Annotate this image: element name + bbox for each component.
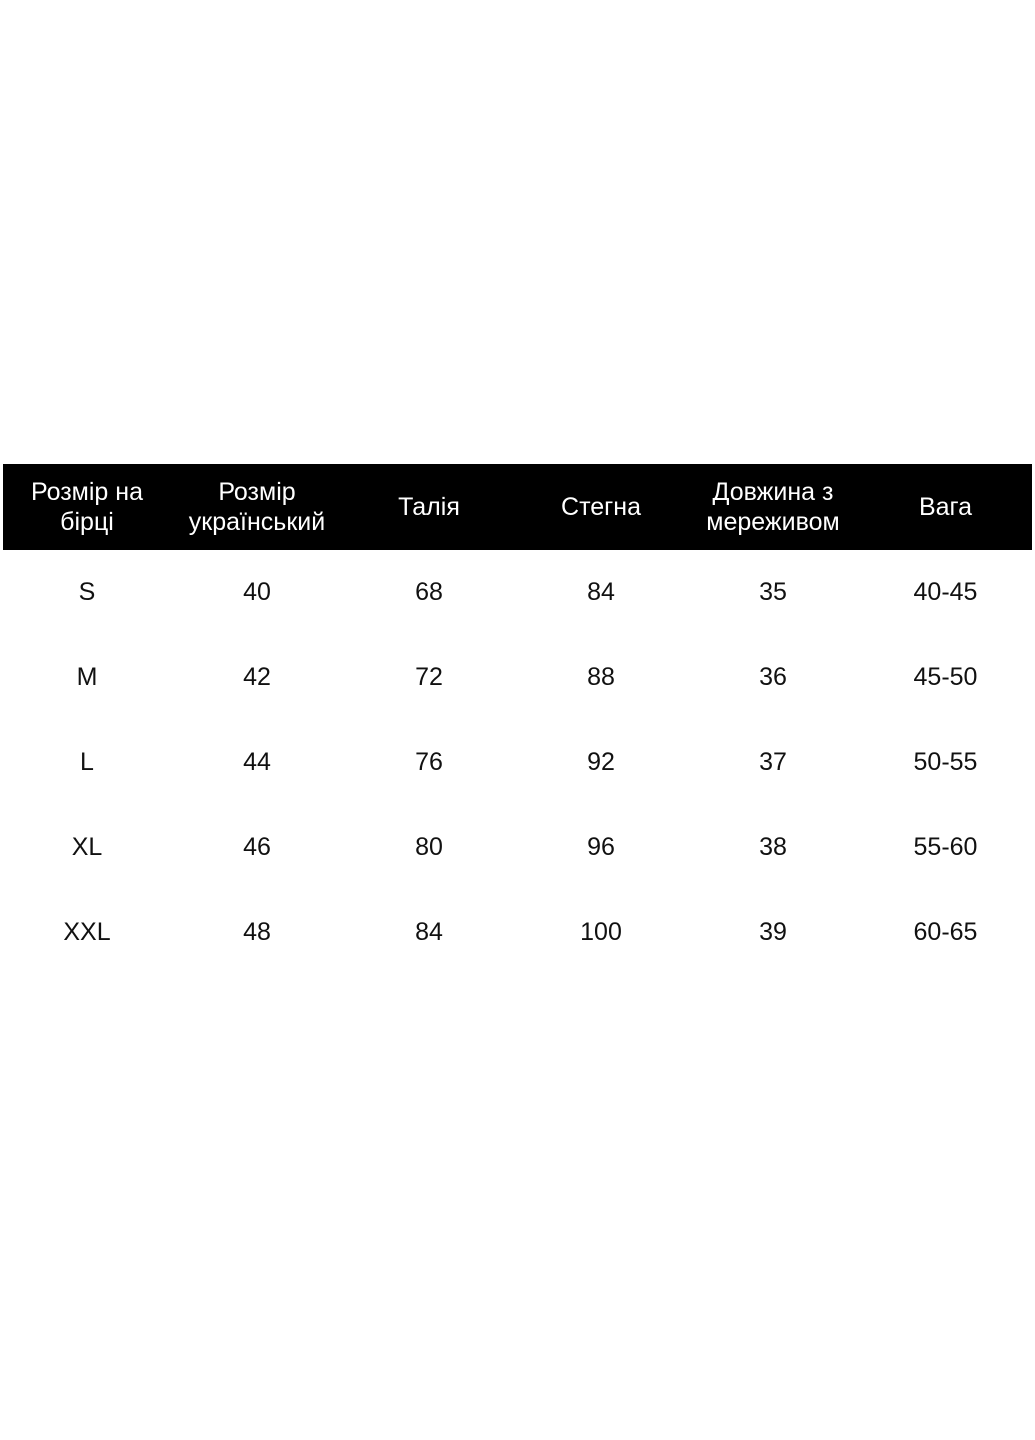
cell-length-with-lace: 36: [759, 663, 787, 691]
header-waist: Талія: [398, 493, 460, 521]
table-body: [3, 550, 1032, 975]
cell-length-with-lace: 37: [759, 748, 787, 776]
cell-hips: 92: [587, 748, 615, 776]
header-hips: Стегна: [561, 493, 641, 521]
cell-waist: 76: [415, 748, 443, 776]
header-ukrainian-size: Розмір український: [188, 478, 326, 536]
cell-tag-size: XL: [71, 833, 103, 861]
header-row: [3, 464, 1032, 550]
cell-waist: 84: [415, 918, 443, 946]
cell-weight: 55-60: [913, 833, 978, 861]
cell-length-with-lace: 38: [759, 833, 787, 861]
header-length-with-lace: Довжина з мереживом: [706, 478, 840, 536]
cell-ukrainian-size: 46: [243, 833, 271, 861]
cell-hips: 100: [580, 918, 622, 946]
cell-hips: 96: [587, 833, 615, 861]
cell-weight: 40-45: [913, 578, 978, 606]
table-row: [3, 550, 1032, 635]
table-row: [3, 890, 1032, 975]
header-weight: Вага: [918, 493, 973, 521]
table-header: [3, 464, 1032, 550]
cell-waist: 72: [415, 663, 443, 691]
cell-hips: 84: [587, 578, 615, 606]
cell-tag-size: M: [76, 663, 98, 691]
cell-ukrainian-size: 48: [243, 918, 271, 946]
cell-waist: 68: [415, 578, 443, 606]
table-row: [3, 635, 1032, 720]
cell-weight: 60-65: [913, 918, 978, 946]
cell-length-with-lace: 35: [759, 578, 787, 606]
table-row: [3, 805, 1032, 890]
cell-weight: 45-50: [913, 663, 978, 691]
cell-tag-size: S: [78, 578, 96, 606]
cell-weight: 50-55: [913, 748, 978, 776]
cell-hips: 88: [587, 663, 615, 691]
cell-ukrainian-size: 44: [243, 748, 271, 776]
size-chart-table: [3, 464, 1032, 975]
cell-tag-size: L: [80, 748, 94, 776]
table-row: [3, 720, 1032, 805]
cell-ukrainian-size: 40: [243, 578, 271, 606]
cell-ukrainian-size: 42: [243, 663, 271, 691]
cell-tag-size: XXL: [63, 918, 111, 946]
cell-waist: 80: [415, 833, 443, 861]
header-tag-size: Розмір на бірці: [31, 478, 143, 536]
cell-length-with-lace: 39: [759, 918, 787, 946]
